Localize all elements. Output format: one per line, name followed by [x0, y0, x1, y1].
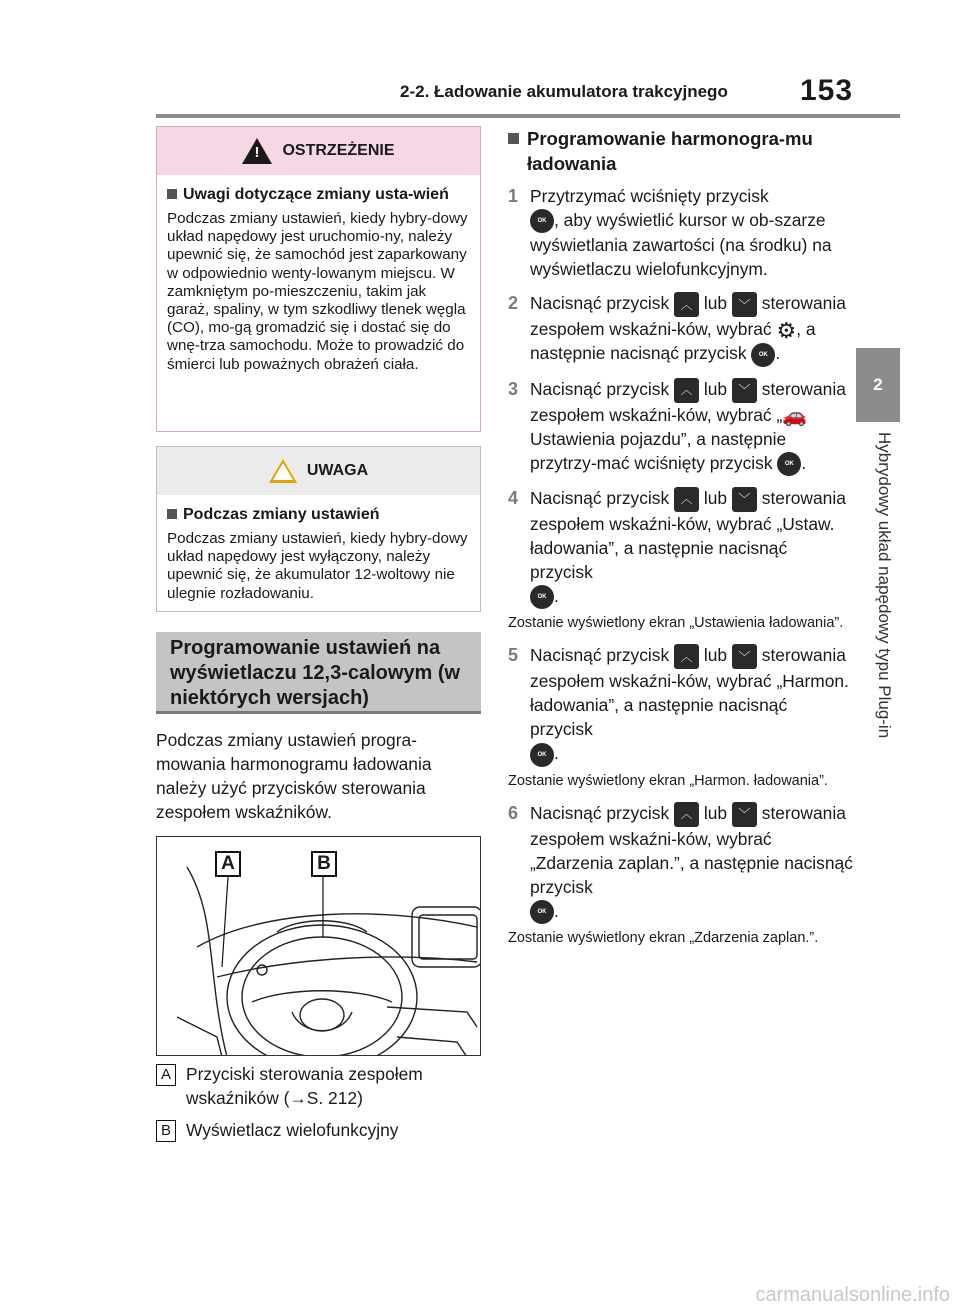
step-number: 4 [508, 488, 519, 509]
notice-header [157, 447, 480, 495]
step-4-text-d: . [554, 585, 559, 606]
notice-title: UWAGA [306, 462, 369, 479]
step-4-text-a: Nacisnąć przycisk [530, 488, 670, 509]
ok-button-icon: OK [530, 743, 554, 767]
step-5-result-note: Zostanie wyświetlony ekran „Harmon. ładowania”. [508, 772, 828, 789]
header-rule [156, 114, 900, 118]
warning-box [156, 126, 481, 432]
warning-subheading-text: Uwagi dotyczące zmiany usta-wień [183, 186, 449, 203]
ok-button-icon: OK [751, 343, 775, 367]
warning-header [157, 127, 480, 175]
step-2-or: lub [703, 293, 728, 314]
step-3-text-b: sterowania zespołem wskaźni-ków, wybrać „ [530, 378, 846, 425]
ok-button-icon: OK [530, 585, 554, 609]
chapter-side-title: Hybrydowy układ napędowy typu Plug-in [875, 432, 894, 739]
notice-subheading-text: Podczas zmiany ustawień [183, 506, 380, 523]
warning-text: Podczas zmiany ustawień, kiedy hybry-dowy układ napędowy jest uruchomio-ny, należy upewnić się, że samochód jest zaparkowany w odpowiednio wenty-lowanym miejscu. W zamkniętym po-mieszczeniu, takim jak garaż, spaliny, w tym szkodliwy tlenek węgla (CO), mo-gą gromadzić się i dostać się do wnę-trza samochodu. Może to prowadzić do śmierci lub poważnych obrażeń ciała. [167, 210, 468, 373]
step-6-text-a: Nacisnąć przycisk [530, 802, 670, 823]
step-3-or: lub [703, 378, 728, 399]
notice-box [156, 446, 481, 612]
legend-key-a: A [156, 1064, 176, 1086]
notice-subheading [167, 505, 468, 524]
chevron-down-icon: ﹀ [732, 487, 757, 512]
chevron-up-icon: ︿ [674, 802, 699, 827]
step-1-text-a: Przytrzymać wciśnięty przycisk [530, 186, 769, 206]
gear-icon: ⚙ [776, 317, 797, 343]
procedure-heading [508, 126, 853, 176]
step-number: 2 [508, 293, 519, 314]
step-1 [508, 184, 853, 281]
step-4-result-note: Zostanie wyświetlony ekran „Ustawienia ładowania”. [508, 615, 844, 632]
step-number: 6 [508, 802, 519, 823]
step-number: 3 [508, 378, 519, 399]
step-1-text-b: , aby wyświetlić kursor w ob-szarze wyświetlania zawartości (na środku) na wyświetlaczu wielofunkcyjnym. [530, 210, 832, 280]
step-2-text-b: sterowania zespołem wskaźni-ków, wybrać [530, 293, 846, 340]
vehicle-settings-icon: 🚗 [782, 405, 808, 428]
chevron-up-icon: ︿ [674, 487, 699, 512]
square-bullet-icon [167, 189, 177, 199]
step-4 [508, 486, 853, 609]
step-2-text-d: . [775, 343, 781, 364]
chevron-down-icon: ﹀ [732, 292, 757, 317]
step-5 [508, 643, 853, 766]
step-6 [508, 801, 853, 924]
legend-item-a [156, 1062, 481, 1110]
warning-triangle-icon [242, 138, 272, 164]
chevron-down-icon: ﹀ [732, 644, 757, 669]
chevron-up-icon: ︿ [674, 292, 699, 317]
running-header-title: 2-2. Ładowanie akumulatora trakcyjnego [400, 82, 728, 101]
chapter-tab: 2 [856, 348, 900, 422]
dashboard-illustration [156, 836, 481, 1056]
legend-text-b: Wyświetlacz wielofunkcyjny [186, 1120, 399, 1140]
step-number: 1 [508, 186, 519, 206]
warning-subheading [167, 185, 468, 204]
step-6-text-d: . [554, 900, 559, 921]
step-5-text-b: sterowania zespołem wskaźni-ków, wybrać „Harmon. ładowania”, a następnie nacisnąć przycisk [530, 645, 849, 740]
step-5-text-d: . [554, 743, 559, 764]
warning-title: OSTRZEŻENIE [282, 142, 395, 159]
step-4-or: lub [703, 488, 728, 509]
section-intro: Podczas zmiany ustawień progra-mowania harmonogramu ładowania należy użyć przycisków sterowania zespołem wskaźników. [156, 730, 432, 822]
ok-button-icon: OK [530, 900, 554, 924]
step-2 [508, 291, 853, 366]
watermark: carmanualsonline.info [755, 1284, 950, 1306]
step-6-text-b: sterowania zespołem wskaźni-ków, wybrać „Zdarzenia zaplan.”, a następnie nacisnąć przycisk [530, 802, 853, 897]
caution-triangle-icon [269, 459, 297, 483]
notice-text: Podczas zmiany ustawień, kiedy hybry-dowy układ napędowy jest wyłączony, należy upewnić się, że akumulator 12-woltowy nie ulegnie rozładowaniu. [167, 530, 468, 602]
step-3 [508, 377, 853, 476]
step-6-or: lub [703, 802, 728, 823]
legend-key-b: B [156, 1120, 176, 1142]
step-4-text-b: sterowania zespołem wskaźni-ków, wybrać „Ustaw. ładowania”, a następnie nacisnąć przycisk [530, 488, 846, 582]
step-2-text-a: Nacisnąć przycisk [530, 293, 670, 314]
legend-text-a: Przyciski sterowania zespołem wskaźników (→S. 212) [186, 1064, 423, 1108]
chevron-down-icon: ﹀ [732, 378, 757, 403]
square-bullet-icon [508, 133, 519, 144]
procedure-column [508, 126, 853, 958]
figure-callout-a: A [215, 851, 241, 877]
procedure-heading-text: Programowanie harmonogra-mu ładowania [527, 128, 813, 174]
step-5-text-a: Nacisnąć przycisk [530, 645, 670, 666]
figure-callout-b: B [311, 851, 337, 877]
step-5-or: lub [703, 645, 728, 666]
chevron-up-icon: ︿ [674, 378, 699, 403]
step-3-text-a: Nacisnąć przycisk [530, 378, 670, 399]
square-bullet-icon [167, 509, 177, 519]
chevron-up-icon: ︿ [674, 644, 699, 669]
step-6-result-note: Zostanie wyświetlony ekran „Zdarzenia zaplan.”. [508, 929, 819, 946]
chevron-down-icon: ﹀ [732, 802, 757, 827]
step-3-text-c: Ustawienia pojazdu”, a następnie przytrzy-mać wciśnięty przycisk [530, 428, 787, 473]
section-heading: Programowanie ustawień na wyświetlaczu 12,3-calowym (w niektórych wersjach) [156, 632, 481, 714]
step-3-text-d: . [801, 452, 807, 473]
step-number: 5 [508, 645, 519, 666]
page-number: 153 [800, 74, 854, 107]
ok-button-icon: OK [530, 209, 554, 233]
step-2-text-c: , a następnie nacisnąć przycisk [530, 319, 816, 364]
ok-button-icon: OK [777, 452, 801, 476]
legend-item-b [156, 1118, 481, 1142]
